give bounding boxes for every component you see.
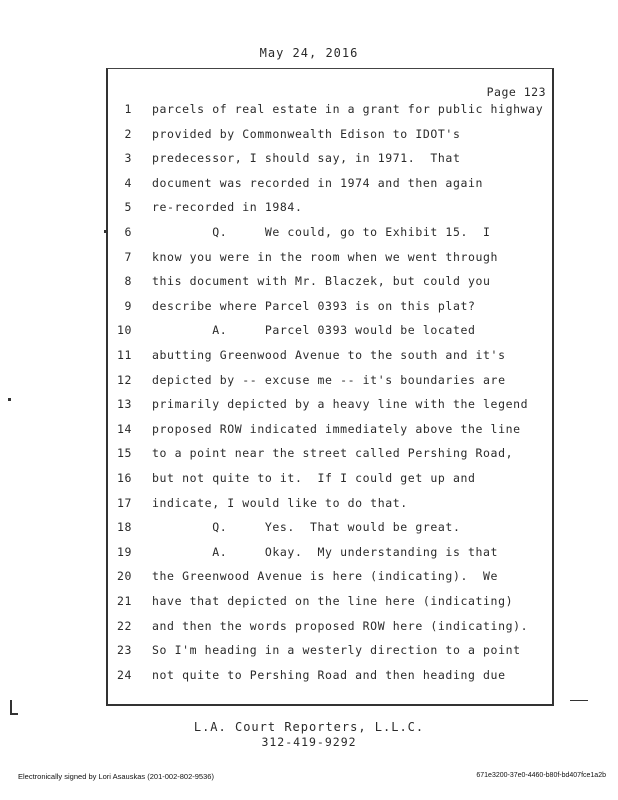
line-text: not quite to Pershing Road and then heading due [152,667,506,682]
line-text: and then the words proposed ROW here (indicating). [152,618,529,633]
transcript-line [0,323,560,348]
line-number: 22 [116,618,132,633]
court-reporter-phone: 312-419-9292 [261,735,357,749]
transcript-line [0,250,560,275]
transcript-line [0,373,560,398]
line-number: 16 [116,471,132,485]
transcript-line [0,594,560,619]
line-number: 20 [116,569,132,584]
line-text: Q. Yes. That would be great. [152,520,461,535]
scan-mark [104,230,108,233]
line-text: know you were in the room when we went through [152,249,499,264]
transcript-line [0,668,560,693]
line-number: 23 [116,643,132,658]
line-text: have that depicted on the line here (indicating) [152,594,514,608]
line-text: re-recorded in 1984. [152,200,303,215]
line-text: Q. We could, go to Exhibit 15. I [152,225,491,239]
line-text: document was recorded in 1974 and then again [152,175,484,190]
scan-mark [10,713,18,715]
line-number: 1 [124,102,132,116]
scan-mark [570,700,588,701]
transcript-line [0,496,560,521]
line-text: parcels of real estate in a grant for public highway [152,102,544,116]
line-text: but not quite to it. If I could get up and [152,471,476,485]
transcript-line [0,520,560,545]
line-number: 11 [116,348,132,362]
line-text: primarily depicted by a heavy line with the legend [152,397,529,412]
transcript-line [0,176,560,201]
transcript-line [0,643,560,668]
transcript-line [0,299,560,324]
transcript-line [0,397,560,422]
line-number: 10 [116,323,132,338]
line-number: 9 [124,298,132,313]
line-text: this document with Mr. Blaczek, but could you [152,274,491,289]
line-number: 12 [116,372,132,387]
line-number: 21 [116,594,132,608]
line-text: the Greenwood Avenue is here (indicating). We [152,569,499,584]
line-number: 8 [124,274,132,289]
line-number: 5 [124,200,132,215]
line-number: 15 [116,446,132,461]
line-text: depicted by -- excuse me -- it's boundaries are [152,372,506,387]
line-text: provided by Commonwealth Edison to IDOT's [152,126,461,141]
line-number: 17 [116,495,132,510]
transcript-line [0,225,560,250]
line-text: So I'm heading in a westerly direction to a point [152,643,521,658]
line-text: describe where Parcel 0393 is on this plat? [152,298,476,313]
transcript-line [0,151,560,176]
line-text: A. Okay. My understanding is that [152,544,499,559]
line-text: to a point near the street called Pershing Road, [152,446,514,461]
page-number: Page 123 [486,85,546,99]
transcript-line [0,348,560,373]
scan-mark [8,398,11,401]
transcript-line [0,127,560,152]
scan-mark [10,700,12,714]
line-text: predecessor, I should say, in 1971. That [152,151,461,166]
electronic-signature: Electronically signed by Lori Asauskas (201-002-802-9536) [18,772,214,781]
transcript-line [0,545,560,570]
line-number: 2 [124,126,132,141]
line-number: 19 [116,544,132,559]
transcript-line [0,569,560,594]
line-number: 7 [124,249,132,264]
line-number: 14 [116,421,132,436]
document-hash: 671e3200-37e0-4460-b80f-bd407fce1a2b [476,772,606,779]
line-number: 13 [116,397,132,412]
transcript-line [0,471,560,496]
line-text: indicate, I would like to do that. [152,495,408,510]
transcript-line [0,102,560,127]
line-number: 18 [116,520,132,535]
line-text: abutting Greenwood Avenue to the south and it's [152,348,506,362]
deposition-date: May 24, 2016 [259,46,359,60]
line-number: 3 [124,151,132,166]
transcript-line [0,274,560,299]
line-text: proposed ROW indicated immediately above the line [152,421,521,436]
transcript-line [0,619,560,644]
line-text: A. Parcel 0393 would be located [152,323,476,338]
transcript-line [0,446,560,471]
court-reporter-name: L.A. Court Reporters, L.L.C. [193,720,425,734]
transcript-line [0,422,560,447]
transcript-line [0,200,560,225]
line-number: 4 [124,175,132,190]
line-number: 6 [124,225,132,239]
line-number: 24 [116,667,132,682]
